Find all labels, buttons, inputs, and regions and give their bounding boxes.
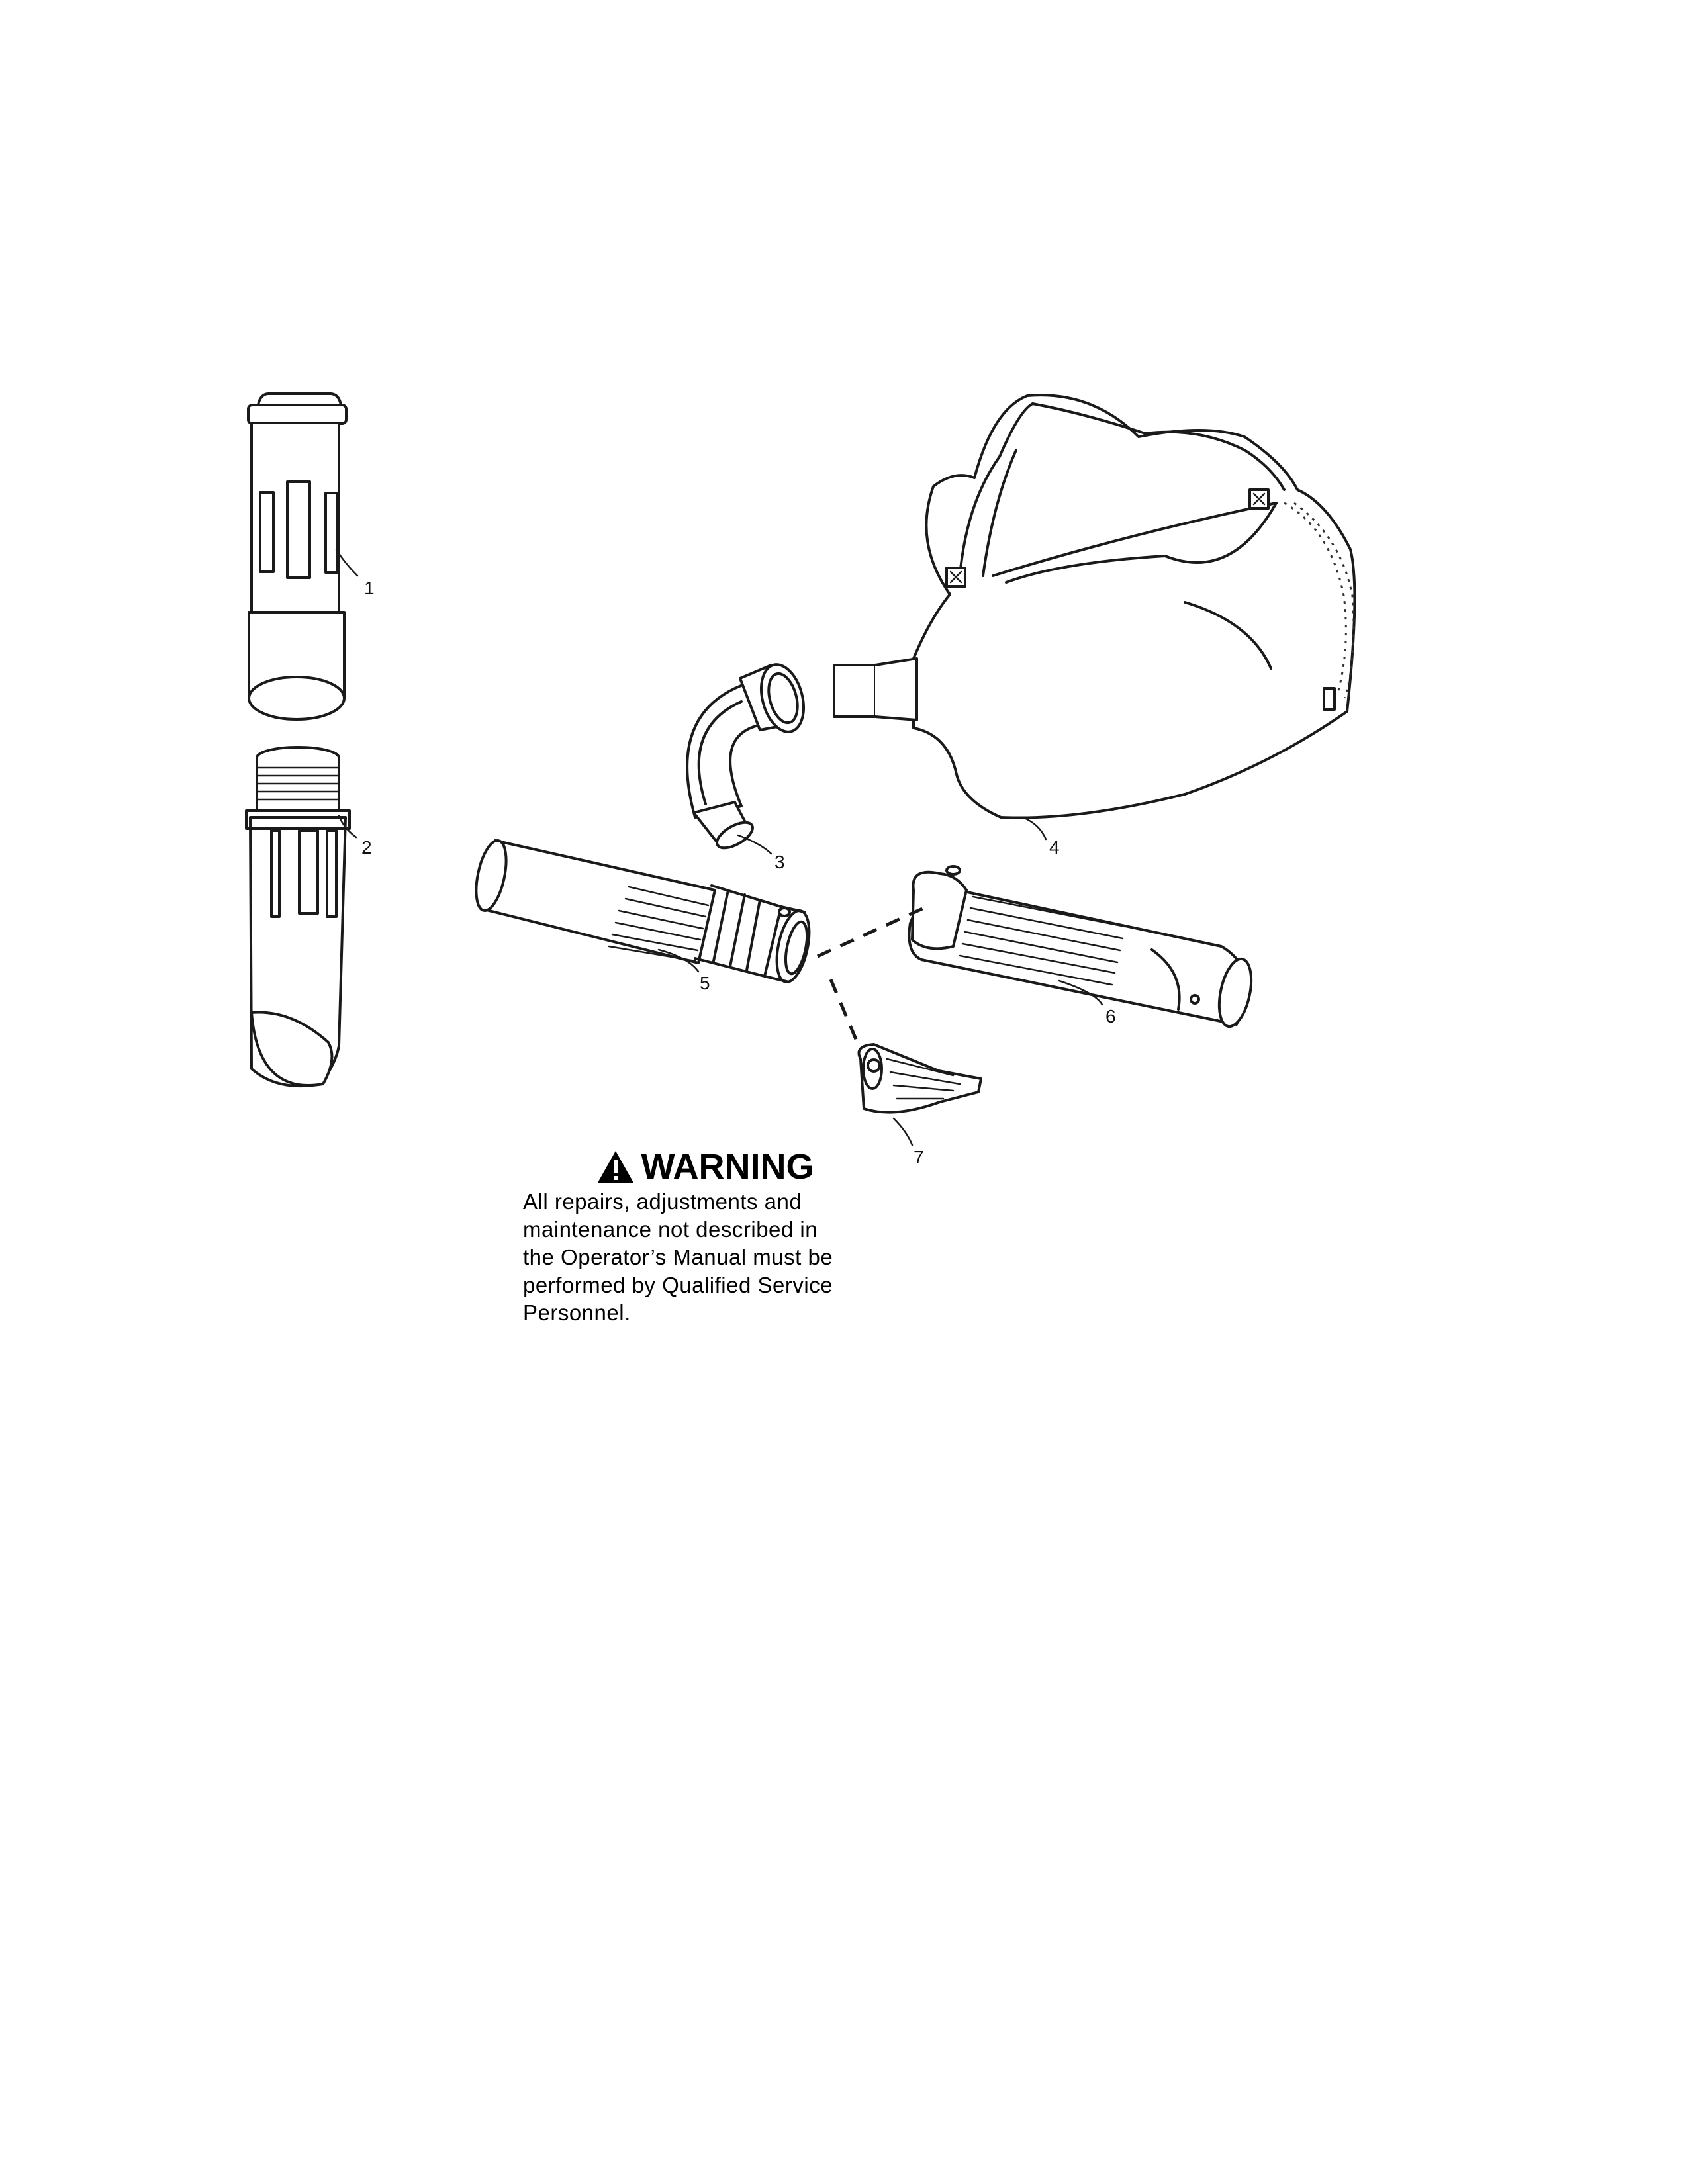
callout-1: 1: [364, 578, 375, 598]
warning-triangle-icon: [596, 1150, 635, 1184]
part-4-collection-bag: [834, 395, 1354, 817]
part-3-elbow: [687, 660, 810, 853]
warning-box: [523, 1148, 894, 1327]
callout-4: 4: [1049, 837, 1060, 858]
callout-7: 7: [914, 1147, 924, 1167]
warning-heading: [516, 1148, 894, 1185]
callout-6: 6: [1105, 1006, 1116, 1026]
callout-3: 3: [774, 852, 785, 872]
callout-5: 5: [700, 973, 710, 993]
part-6-nozzle-tube: [909, 866, 1256, 1029]
part-2-lower-tube: [246, 747, 350, 1086]
part-1-upper-tube: [248, 394, 346, 719]
warning-text: All repairs, adjustments and maintenance not described in the Operator’s Manual must be performed by Qualified Service Personnel.: [523, 1189, 833, 1325]
part-7-concentrator-nozzle: [859, 1044, 982, 1113]
part-5-blower-tube: [471, 838, 815, 985]
callout-2: 2: [361, 837, 372, 858]
warning-title: WARNING: [641, 1147, 814, 1187]
